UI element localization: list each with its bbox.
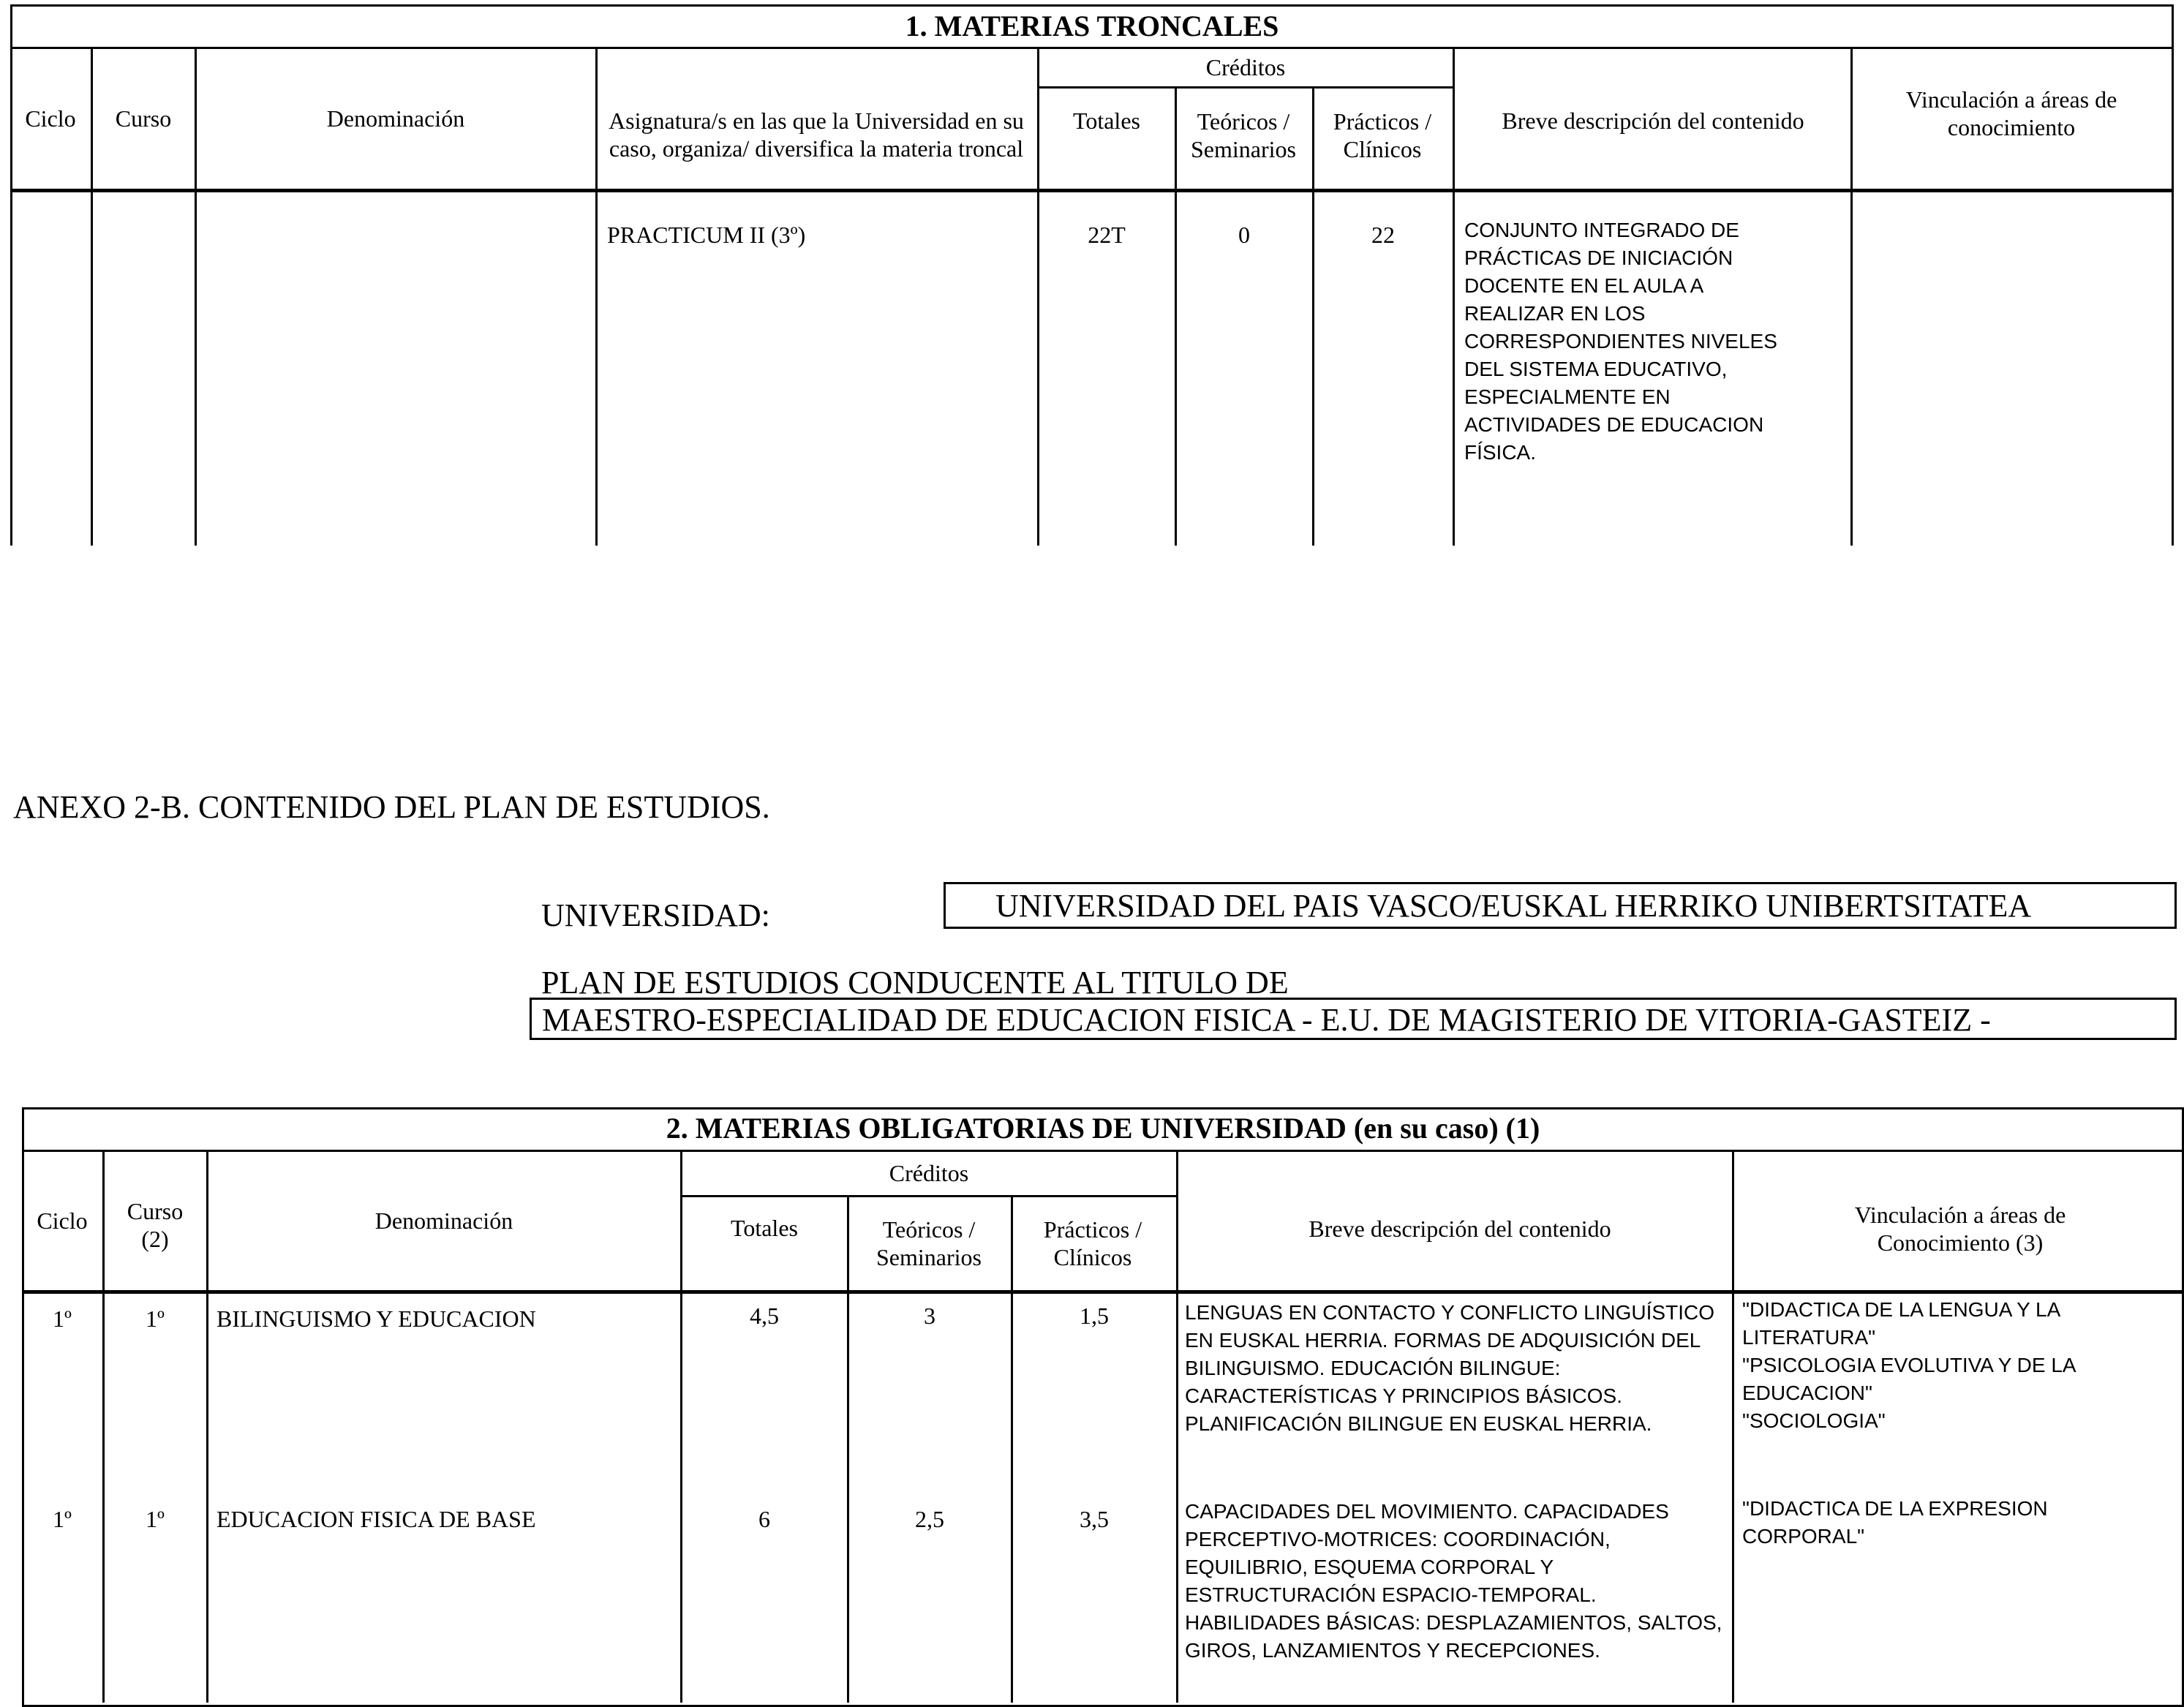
anexo-heading: ANEXO 2-B. CONTENIDO DEL PLAN DE ESTUDIOS. <box>13 789 770 825</box>
row2-1-curso: 1º <box>146 1506 165 1532</box>
row2-1-vinculacion: "DIDACTICA DE LA EXPRESION CORPORAL" <box>1742 1497 2048 1548</box>
row2-0-denominacion: BILINGUISMO Y EDUCACION <box>216 1305 536 1332</box>
universidad-value-box <box>944 882 2177 929</box>
header-asignatura: Asignatura/s en las que la Universidad en su caso, organiza/ diversifica la materia troncal <box>609 108 1024 162</box>
table2-title: 2. MATERIAS OBLIGATORIAS DE UNIVERSIDAD (en su caso) (1) <box>666 1112 1540 1145</box>
row-practicos: 22 <box>1371 222 1395 248</box>
divider <box>1011 1195 1013 1703</box>
row2-0-totales: 4,5 <box>750 1303 779 1329</box>
header2-curso: Curso (2) <box>127 1198 184 1252</box>
divider <box>1312 86 1314 546</box>
divider <box>1850 47 1853 546</box>
header2-vinculacion: Vinculación a áreas de Conocimiento (3) <box>1854 1202 2066 1256</box>
divider <box>1176 1150 1178 1703</box>
divider <box>102 1150 105 1703</box>
divider <box>595 47 598 546</box>
row2-1-denominacion: EDUCACION FISICA DE BASE <box>216 1506 536 1532</box>
header-teoricos: Teóricos / Seminarios <box>1191 108 1296 162</box>
universidad-value: UNIVERSIDAD DEL PAIS VASCO/EUSKAL HERRIKO UNIBERTSITATEA <box>995 888 2032 924</box>
row-descripcion: CONJUNTO INTEGRADO DE PRÁCTICAS DE INICIACIÓN DOCENTE EN EL AULA A REALIZAR EN LOS CORRESPONDIENTES NIVELES DEL SISTEMA EDUCATIVO, ESPECIALMENTE EN ACTIVIDADES DE EDUCACION FÍSICA. <box>1464 219 1777 464</box>
row2-1-ciclo: 1º <box>53 1506 72 1532</box>
divider <box>22 1290 2184 1294</box>
row2-0-ciclo: 1º <box>53 1305 72 1332</box>
row-totales: 22T <box>1088 222 1126 248</box>
header2-totales: Totales <box>731 1215 798 1241</box>
table1-title: 1. MATERIAS TRONCALES <box>905 10 1279 42</box>
header2-creditos: Créditos <box>889 1160 969 1186</box>
universidad-label: UNIVERSIDAD: <box>541 897 770 933</box>
row2-1-descripcion: CAPACIDADES DEL MOVIMIENTO. CAPACIDADES PERCEPTIVO-MOTRICES: COORDINACIÓN, EQUILIBRIO, ESQUEMA CORPORAL Y ESTRUCTURACIÓN ESPACIO-TEMPORAL. HABILIDADES BÁSICAS: DESPLAZAMIENTOS, SALTOS, GIROS, LANZAMIENTOS Y RECEPCIONES. <box>1185 1500 1722 1662</box>
divider <box>1453 47 1455 546</box>
row2-0-teoricos: 3 <box>924 1303 935 1329</box>
row2-1-practicos: 3,5 <box>1080 1506 1109 1532</box>
plan-value: MAESTRO-ESPECIALIDAD DE EDUCACION FISICA - E.U. DE MAGISTERIO DE VITORIA-GASTEIZ - <box>542 1002 1991 1038</box>
header-totales: Totales <box>1073 108 1140 134</box>
header-ciclo: Ciclo <box>25 105 76 132</box>
header-denominacion: Denominación <box>326 105 465 132</box>
row2-1-totales: 6 <box>758 1506 770 1532</box>
row2-0-practicos: 1,5 <box>1080 1303 1109 1329</box>
header2-practicos: Prácticos / Clínicos <box>1043 1216 1142 1270</box>
header2-denominacion: Denominación <box>374 1207 513 1234</box>
row-asignatura: PRACTICUM II (3º) <box>607 222 806 248</box>
row2-1-teoricos: 2,5 <box>915 1506 944 1532</box>
plan-value-box <box>530 998 2177 1040</box>
header-descripcion: Breve descripción del contenido <box>1502 108 1804 134</box>
divider <box>10 189 2174 192</box>
header2-ciclo: Ciclo <box>37 1207 88 1234</box>
divider <box>847 1195 849 1703</box>
row2-0-curso: 1º <box>146 1305 165 1332</box>
header2-teoricos: Teóricos / Seminarios <box>876 1216 982 1270</box>
header2-descripcion: Breve descripción del contenido <box>1308 1216 1611 1242</box>
divider <box>1732 1150 1734 1703</box>
header-practicos: Prácticos / Clínicos <box>1333 108 1432 162</box>
header-vinculacion: Vinculación a áreas de conocimiento <box>1905 86 2117 140</box>
row2-0-vinculacion: "DIDACTICA DE LA LENGUA Y LA LITERATURA" "PSICOLOGIA EVOLUTIVA Y DE LA EDUCACION" "SOCIOLOGIA" <box>1742 1298 2076 1432</box>
header-creditos: Créditos <box>1205 54 1286 80</box>
row2-0-descripcion: LENGUAS EN CONTACTO Y CONFLICTO LINGUÍSTICO EN EUSKAL HERRIA. FORMAS DE ADQUISICIÓN DEL BILINGUISMO. EDUCACIÓN BILINGUE: CARACTERÍSTICAS Y PRINCIPIOS BÁSICOS. PLANIFICACIÓN BILINGUE EN EUSKAL HERRIA. <box>1185 1301 1714 1435</box>
divider <box>1175 86 1177 546</box>
header-curso: Curso <box>115 105 172 132</box>
row-teoricos: 0 <box>1238 222 1250 248</box>
plan-label: PLAN DE ESTUDIOS CONDUCENTE AL TITULO DE <box>541 965 1289 1001</box>
